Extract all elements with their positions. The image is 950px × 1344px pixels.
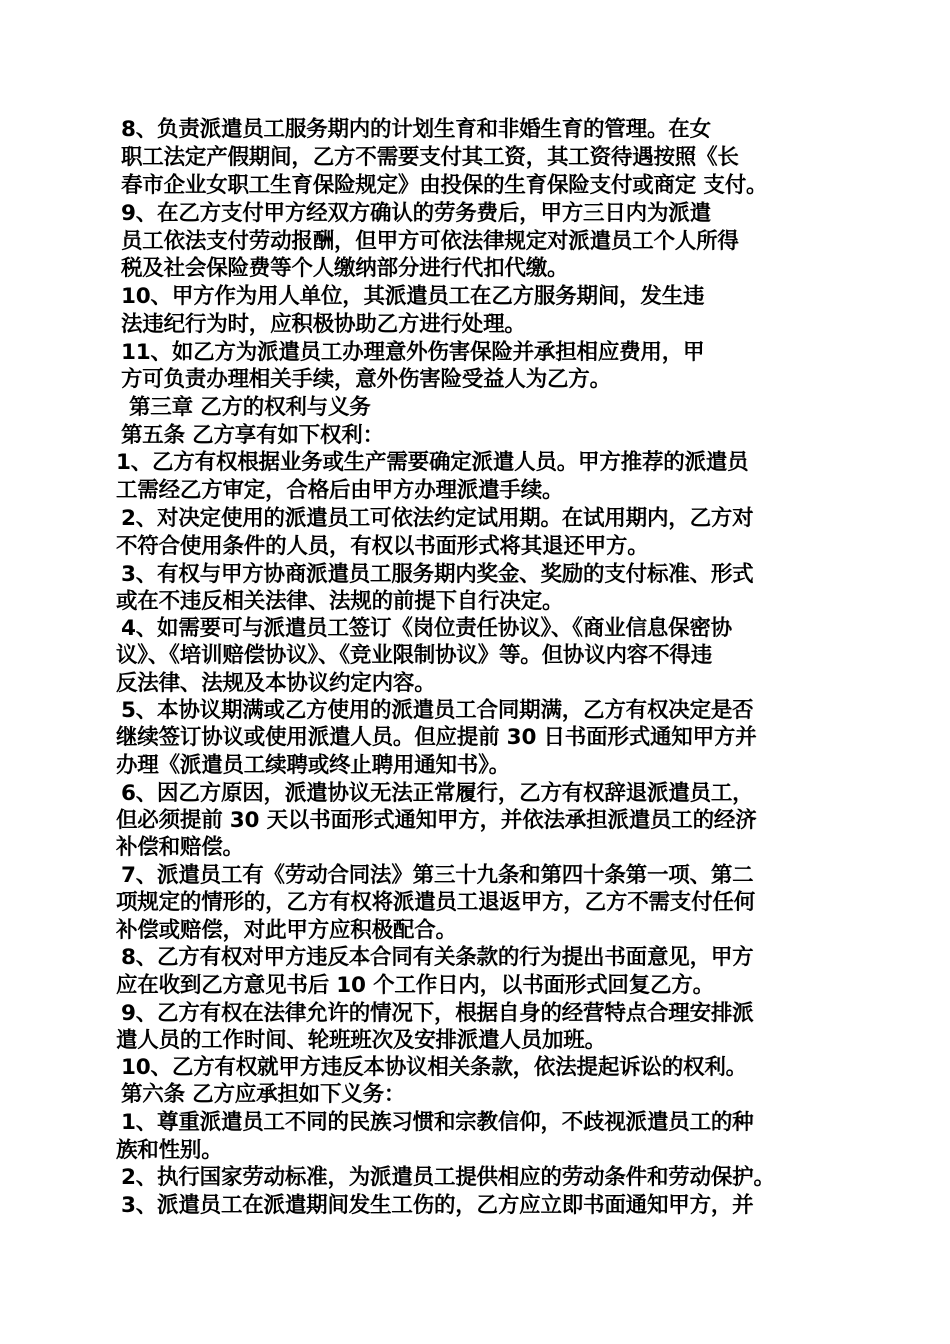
text-line: 3、有权与甲方协商派遣员工服务期内奖金、奖励的支付标准、形式 <box>121 562 754 587</box>
text-line: 或在不违反相关法律、法规的前提下自行决定。 <box>116 589 564 614</box>
text-line: 4、如需要可与派遣员工签订《岗位责任协议》、《商业信息保密协 <box>121 616 732 641</box>
text-line: 7、派遣员工有《劳动合同法》第三十九条和第四十条第一项、第二 <box>121 863 754 888</box>
text-line: 税及社会保险费等个人缴纳部分进行代扣代缴。 <box>121 256 569 281</box>
text-line: 2、执行国家劳动标准，为派遣员工提供相应的劳动条件和劳动保护。 <box>121 1165 775 1190</box>
text-line: 10、乙方有权就甲方违反本协议相关条款，依法提起诉讼的权利。 <box>121 1055 747 1080</box>
text-line: 工需经乙方审定，合格后由甲方办理派遣手续。 <box>116 478 564 503</box>
text-line: 10、甲方作为用人单位，其派遣员工在乙方服务期间，发生违 <box>121 284 705 309</box>
text-line: 应在收到乙方意见书后 10 个工作日内，以书面形式回复乙方。 <box>116 973 714 998</box>
text-line: 8、乙方有权对甲方违反本合同有关条款的行为提出书面意见，甲方 <box>121 945 754 970</box>
text-line: 5、本协议期满或乙方使用的派遣员工合同期满，乙方有权决定是否 <box>121 698 754 723</box>
text-line: 11、如乙方为派遣员工办理意外伤害保险并承担相应费用，甲 <box>121 340 705 365</box>
text-line: 9、乙方有权在法律允许的情况下，根据自身的经营特点合理安排派 <box>121 1001 754 1026</box>
text-line: 继续签订协议或使用派遣人员。但应提前 30 日书面形式通知甲方并 <box>116 725 757 750</box>
text-line: 8、负责派遣员工服务期内的计划生育和非婚生育的管理。在女 <box>121 117 711 142</box>
text-line: 1、尊重派遣员工不同的民族习惯和宗教信仰，不歧视派遣员工的种 <box>121 1110 754 1135</box>
text-line: 法违纪行为时，应积极协助乙方进行处理。 <box>121 312 526 337</box>
text-line: 但必须提前 30 天以书面形式通知甲方，并依法承担派遣员工的经济 <box>116 808 757 833</box>
article-heading: 第五条 乙方享有如下权利： <box>121 423 384 448</box>
text-line: 春市企业女职工生育保险规定》由投保的生育保险支付或商定 支付。 <box>121 173 768 198</box>
text-line: 办理《派遣员工续聘或终止聘用通知书》。 <box>116 753 510 778</box>
text-line: 议》、《培训赔偿协议》、《竞业限制协议》等。但协议内容不得违 <box>116 643 713 668</box>
chapter-heading: 第三章 乙方的权利与义务 <box>129 395 371 420</box>
text-line: 1、乙方有权根据业务或生产需要确定派遣人员。甲方推荐的派遣员 <box>116 450 749 475</box>
text-line: 族和性别。 <box>116 1138 223 1163</box>
text-line: 补偿和赔偿。 <box>116 835 244 860</box>
text-line: 9、在乙方支付甲方经双方确认的劳务费后，甲方三日内为派遣 <box>121 201 711 226</box>
text-line: 职工法定产假期间，乙方不需要支付其工资，其工资待遇按照《长 <box>121 145 739 170</box>
article-heading: 第六条 乙方应承担如下义务： <box>121 1082 406 1107</box>
text-line: 3、派遣员工在派遣期间发生工伤的，乙方应立即书面通知甲方，并 <box>121 1193 754 1218</box>
text-line: 6、因乙方原因，派遣协议无法正常履行，乙方有权辞退派遣员工， <box>121 781 754 806</box>
text-line: 反法律、法规及本协议约定内容。 <box>116 671 436 696</box>
text-line: 员工依法支付劳动报酬，但甲方可依法律规定对派遣员工个人所得 <box>121 229 739 254</box>
text-line: 遣人员的工作时间、轮班班次及安排派遣人员加班。 <box>116 1028 606 1053</box>
text-line: 方可负责办理相关手续，意外伤害险受益人为乙方。 <box>121 367 611 392</box>
text-line: 2、对决定使用的派遣员工可依法约定试用期。在试用期内，乙方对 <box>121 506 754 531</box>
text-line: 项规定的情形的，乙方有权将派遣员工退返甲方，乙方不需支付任何 <box>116 890 756 915</box>
text-line: 不符合使用条件的人员，有权以书面形式将其退还甲方。 <box>116 534 649 559</box>
text-line: 补偿或赔偿，对此甲方应积极配合。 <box>116 918 457 943</box>
